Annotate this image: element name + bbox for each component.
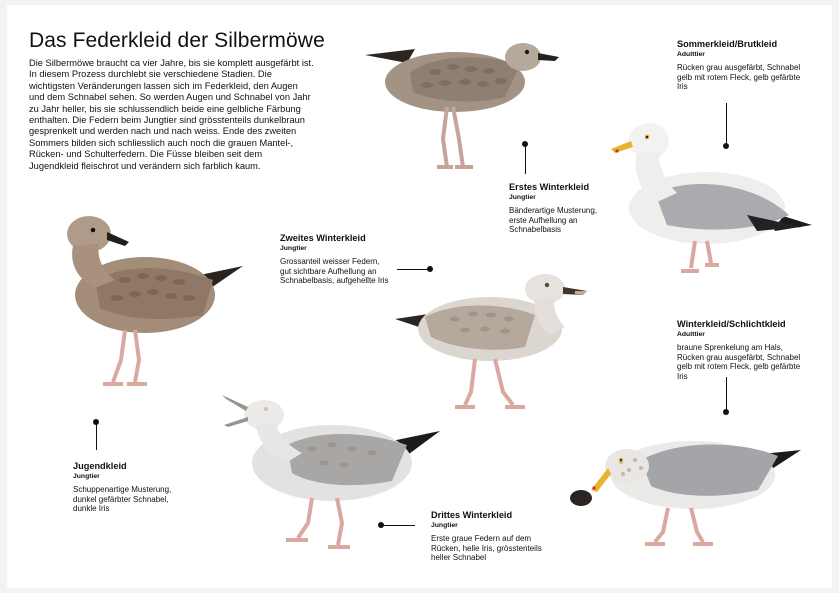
caption-winter-desc: braune Sprenkelung am Hals, Rücken grau ausgefärbt, Schnabel gelb mit rotem Fleck, gelb gefärbte Iris bbox=[677, 343, 801, 381]
poster bbox=[7, 5, 832, 588]
gull-winterkleid bbox=[563, 420, 803, 550]
caption-zweites-desc: Grossanteil weisser Federn, gut sichtbare Aufhellung an Schnabelbasis, aufgehellte Iris bbox=[280, 257, 389, 286]
caption-sommer-desc: Rücken grau ausgefärbt, Schnabel gelb mit rotem Fleck, gelb gefärbte Iris bbox=[677, 63, 801, 92]
winter-pointer-dot bbox=[723, 409, 729, 415]
caption-zweites-winterkleid bbox=[280, 233, 392, 286]
erstes-pointer-line bbox=[525, 144, 526, 174]
caption-jugend-sub: Jungtier bbox=[73, 473, 100, 480]
caption-jugend-desc: Schuppenartige Musterung, dunkel gefärbter Schnabel, dunkle Iris bbox=[73, 485, 172, 514]
gull-erstes-winterkleid bbox=[355, 27, 565, 172]
caption-winter-sub: Adulttier bbox=[677, 331, 705, 338]
caption-drittes-title: Drittes Winterkleid bbox=[431, 510, 513, 520]
winter-pointer-line bbox=[726, 377, 727, 411]
caption-drittes-winterkleid bbox=[431, 510, 549, 563]
caption-jugendkleid bbox=[73, 461, 188, 514]
jugend-pointer-line bbox=[96, 422, 97, 450]
caption-zweites-sub: Jungtier bbox=[280, 245, 307, 252]
caption-drittes-sub: Jungtier bbox=[431, 522, 458, 529]
caption-erstes-winterkleid bbox=[509, 182, 609, 235]
gull-sommerkleid bbox=[607, 113, 812, 283]
drittes-pointer-line bbox=[383, 525, 415, 526]
intro-text: Die Silbermöwe braucht ca vier Jahre, bis sie komplett ausgefärbt ist. In diesem Prozess durchlebt sie verschiedene Stadien. Die wichtigsten Veränderungen lassen sich im Federkleid, den Augen und dem Schnabel sehen. So werden Augen und Schnabel von Jahr zu Jahr heller, bis sie schlussendlich beide eine gelbliche Färbung enthalten. Die Federn beim Jungtier sind grösstenteils dunkelbraun gesprenkelt und werden nach und nach weiss. Ende des zweiten Sommers bilden sich schliesslich auch noch die grauen Mantel-, Rücken- und Schulterfedern. Die Füsse bleiben seit dem Jugendkleid fleischrot und verändern sich farblich kaum. bbox=[29, 58, 314, 171]
caption-drittes-desc: Erste graue Federn auf dem Rücken, helle Iris, grösstenteils heller Schnabel bbox=[431, 534, 542, 563]
caption-winterkleid bbox=[677, 319, 807, 381]
caption-zweites-title: Zweites Winterkleid bbox=[280, 233, 366, 243]
caption-erstes-title: Erstes Winterkleid bbox=[509, 182, 590, 192]
caption-sommerkleid bbox=[677, 39, 807, 92]
poster-title: Das Federkleid der Silbermöwe bbox=[29, 29, 325, 52]
caption-jugend-title: Jugendkleid bbox=[73, 461, 127, 471]
gull-drittes-winterkleid bbox=[212, 383, 442, 558]
caption-erstes-sub: Jungtier bbox=[509, 194, 536, 201]
caption-sommer-sub: Adulttier bbox=[677, 51, 705, 58]
caption-sommer-title: Sommerkleid/Brutkleid bbox=[677, 39, 778, 49]
caption-winter-title: Winterkleid/Schlichtkleid bbox=[677, 319, 786, 329]
gull-jugendkleid bbox=[55, 210, 245, 390]
caption-erstes-desc: Bänderartige Musterung, erste Aufhellung an Schnabelbasis bbox=[509, 206, 598, 235]
